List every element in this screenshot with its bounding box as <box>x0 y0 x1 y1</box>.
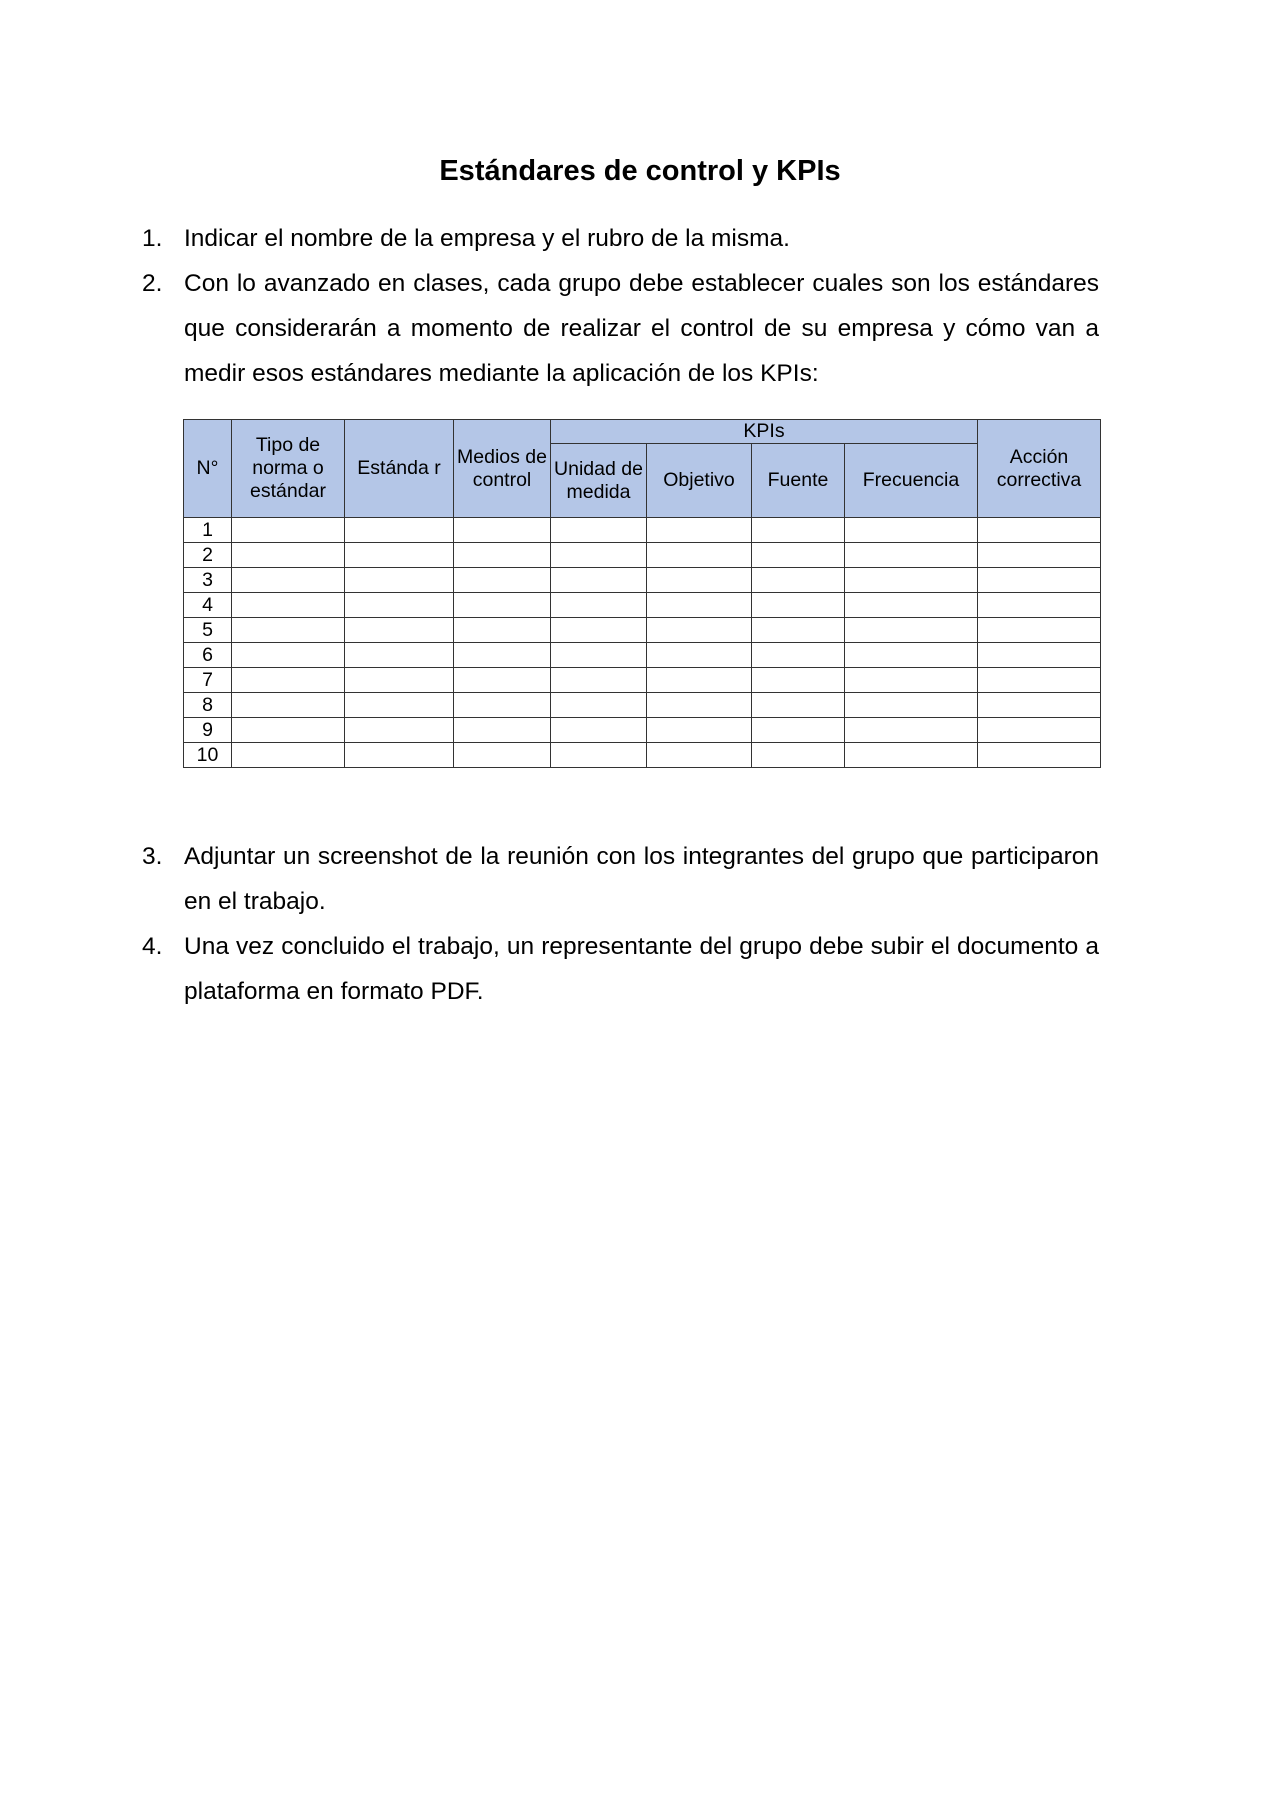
table-cell <box>845 518 978 543</box>
table-cell <box>454 668 551 693</box>
table-cell <box>345 743 454 768</box>
table-cell <box>752 693 845 718</box>
list-item-number: 1. <box>142 225 163 252</box>
table-cell <box>647 743 752 768</box>
table-cell <box>845 743 978 768</box>
table-cell <box>647 568 752 593</box>
header-kpis: KPIs <box>551 420 978 444</box>
table-cell <box>752 643 845 668</box>
table-row <box>184 643 1101 668</box>
table-cell <box>454 593 551 618</box>
table-cell <box>551 643 647 668</box>
header-fuente: Fuente <box>752 444 845 518</box>
row-number: 5 <box>184 618 232 643</box>
table-cell <box>232 718 345 743</box>
table-cell <box>647 693 752 718</box>
table-cell <box>845 668 978 693</box>
table-cell <box>647 668 752 693</box>
table-cell <box>551 593 647 618</box>
header-estandar: Estánda r <box>345 420 454 518</box>
table-cell <box>845 568 978 593</box>
table-row <box>184 718 1101 743</box>
table-cell <box>454 643 551 668</box>
table-cell <box>345 593 454 618</box>
table-cell <box>345 543 454 568</box>
table-cell <box>454 543 551 568</box>
table-cell <box>647 643 752 668</box>
table-cell <box>845 543 978 568</box>
table-cell <box>551 618 647 643</box>
list-item-text: Una vez concluido el trabajo, un representante del grupo debe subir el documento a plataforma en formato PDF. <box>184 933 1099 1005</box>
table-row <box>184 668 1101 693</box>
table-cell <box>454 618 551 643</box>
table-cell <box>232 743 345 768</box>
table-cell <box>845 718 978 743</box>
table-cell <box>551 568 647 593</box>
table-cell <box>978 568 1101 593</box>
table-cell <box>978 543 1101 568</box>
table-cell <box>978 743 1101 768</box>
header-frecuencia: Frecuencia <box>845 444 978 518</box>
row-number: 8 <box>184 693 232 718</box>
table-cell <box>232 593 345 618</box>
header-medios-control: Medios de control <box>454 420 551 518</box>
table-row <box>184 593 1101 618</box>
table-row <box>184 693 1101 718</box>
kpi-table <box>183 419 1101 768</box>
table-cell <box>232 568 345 593</box>
page-title: Estándares de control y KPIs <box>439 155 841 187</box>
table-cell <box>232 543 345 568</box>
table-cell <box>551 543 647 568</box>
row-number: 10 <box>184 743 232 768</box>
table-cell <box>845 693 978 718</box>
table-cell <box>978 718 1101 743</box>
table-cell <box>551 693 647 718</box>
table-cell <box>752 593 845 618</box>
table-cell <box>978 693 1101 718</box>
table-cell <box>454 718 551 743</box>
table-cell <box>752 518 845 543</box>
table-cell <box>345 643 454 668</box>
row-number: 4 <box>184 593 232 618</box>
table-cell <box>845 593 978 618</box>
table-row <box>184 618 1101 643</box>
list-item-text: Con lo avanzado en clases, cada grupo debe establecer cuales son los estándares que considerarán a momento de realizar el control de su empresa y cómo van a medir esos estándares mediante la aplicación de los KPIs: <box>184 270 1099 387</box>
table-cell <box>551 743 647 768</box>
table-cell <box>845 643 978 668</box>
list-item-number: 2. <box>142 270 163 297</box>
table-cell <box>647 618 752 643</box>
table-cell <box>752 618 845 643</box>
list-item <box>142 216 1099 261</box>
table-cell <box>454 518 551 543</box>
row-number: 3 <box>184 568 232 593</box>
table-cell <box>551 518 647 543</box>
row-number: 7 <box>184 668 232 693</box>
table-cell <box>345 518 454 543</box>
table-cell <box>551 718 647 743</box>
header-num: N° <box>184 420 232 518</box>
list-item-number: 3. <box>142 843 163 870</box>
row-number: 6 <box>184 643 232 668</box>
table-cell <box>752 568 845 593</box>
table-cell <box>345 668 454 693</box>
table-cell <box>454 568 551 593</box>
table-cell <box>978 643 1101 668</box>
list-item <box>142 834 1099 924</box>
header-accion-correctiva: Acción correctiva <box>978 420 1101 518</box>
header-unidad-medida: Unidad de medida <box>551 444 647 518</box>
table-cell <box>752 743 845 768</box>
row-number: 9 <box>184 718 232 743</box>
header-tipo-norma: Tipo de norma o estándar <box>232 420 345 518</box>
list-item-text: Adjuntar un screenshot de la reunión con los integrantes del grupo que participaron en el trabajo. <box>184 843 1099 915</box>
kpi-table-container <box>183 419 1100 768</box>
table-cell <box>978 668 1101 693</box>
table-cell <box>345 568 454 593</box>
table-cell <box>232 518 345 543</box>
table-cell <box>978 618 1101 643</box>
table-cell <box>647 543 752 568</box>
row-number: 2 <box>184 543 232 568</box>
table-cell <box>345 718 454 743</box>
table-cell <box>454 693 551 718</box>
table-row <box>184 568 1101 593</box>
header-objetivo: Objetivo <box>647 444 752 518</box>
table-cell <box>845 618 978 643</box>
table-cell <box>647 718 752 743</box>
table-cell <box>454 743 551 768</box>
table-cell <box>232 643 345 668</box>
table-cell <box>647 593 752 618</box>
table-cell <box>551 668 647 693</box>
table-cell <box>647 518 752 543</box>
list-item-number: 4. <box>142 933 163 960</box>
list-item <box>142 261 1099 396</box>
table-cell <box>232 618 345 643</box>
table-cell <box>978 593 1101 618</box>
row-number: 1 <box>184 518 232 543</box>
table-cell <box>752 668 845 693</box>
table-cell <box>345 693 454 718</box>
table-cell <box>752 543 845 568</box>
table-cell <box>232 693 345 718</box>
list-item-text: Indicar el nombre de la empresa y el rubro de la misma. <box>184 225 790 252</box>
table-cell <box>345 618 454 643</box>
table-cell <box>232 668 345 693</box>
table-row <box>184 543 1101 568</box>
list-item <box>142 924 1099 1014</box>
table-row <box>184 518 1101 543</box>
table-row <box>184 743 1101 768</box>
table-cell <box>978 518 1101 543</box>
table-cell <box>752 718 845 743</box>
